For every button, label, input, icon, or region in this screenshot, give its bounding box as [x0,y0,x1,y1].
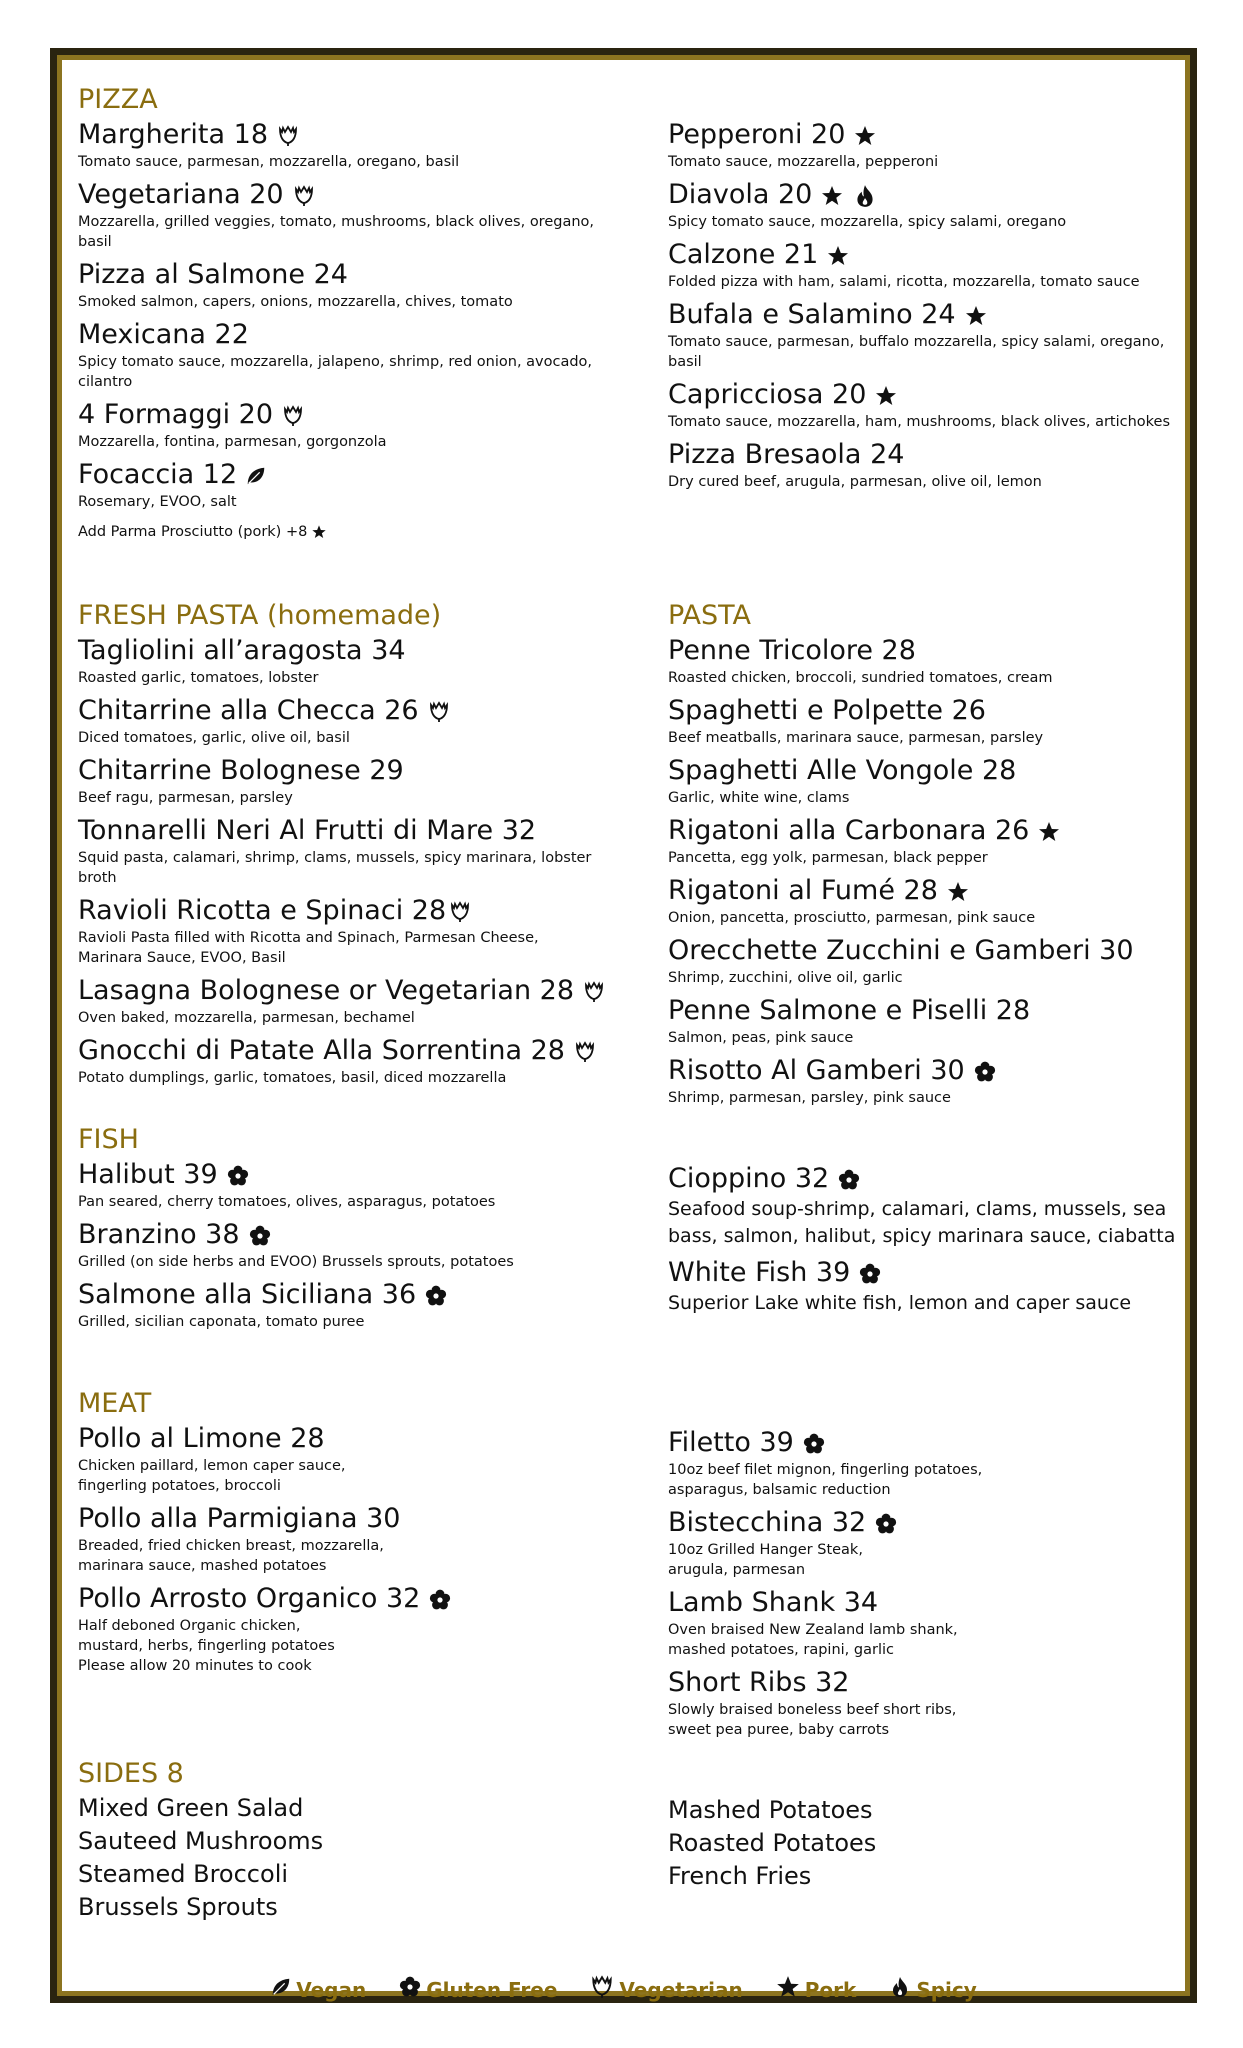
item-name: Salmone alla Siciliana 36 [78,1279,417,1310]
menu-item [668,634,1188,688]
item-description: Breaded, fried chicken breast, mozzarella, [78,1538,384,1554]
item-name: Risotto Al Gamberi 30 [668,1055,965,1086]
menu-item [668,298,1188,372]
item-description: Roasted chicken, broccoli, sundried tomatoes, cream [668,670,1053,686]
item-description: Potato dumplings, garlic, tomatoes, basil, diced mozzarella [78,1070,507,1086]
item-description: 10oz beef filet mignon, fingerling potatoes, [668,1462,983,1478]
item-description: Tomato sauce, mozzarella, pepperoni [668,154,939,170]
item-description: Mozzarella, grilled veggies, tomato, mushrooms, black olives, oregano, basil [78,214,595,250]
vegetarian-icon [276,124,300,148]
vegetarian-icon [573,1040,597,1064]
pork-star-icon [311,524,327,540]
menu-item [78,1502,598,1576]
item-description: Half deboned Organic chicken, [78,1618,301,1634]
sides-left-column [78,1758,598,1924]
item-name: Rigatoni al Fumé 28 [668,875,938,906]
menu-item [668,1054,1188,1108]
item-description: Rosemary, EVOO, salt [78,494,237,510]
menu-item [668,994,1188,1048]
item-description: asparagus, balsamic reduction [668,1482,891,1498]
menu-item [668,378,1188,432]
item-name: Filetto 39 [668,1427,794,1458]
item-description: Beef ragu, parmesan, parsley [78,790,293,806]
pork-star-icon [946,880,970,904]
item-name: Tagliolini all’aragosta 34 [78,635,406,666]
side-item: Steamed Broccoli [78,1860,289,1888]
legend-vegetarian [589,1972,742,2007]
vegetarian-icon [589,1974,615,2005]
item-name: Focaccia 12 [78,459,238,490]
item-description: Spicy tomato sauce, mozzarella, jalapeno, shrimp, red onion, avocado, cilantro [78,354,593,390]
legend-vegan [270,1972,366,2007]
section-title-sides: SIDES 8 [78,1758,184,1789]
item-name: Bufala e Salamino 24 [668,299,956,330]
fish-right-column [668,1162,1188,1323]
vegetarian-icon [582,980,606,1004]
side-item: Sauteed Mushrooms [78,1827,324,1855]
item-description: Tomato sauce, parmesan, mozzarella, oregano, basil [78,154,460,170]
menu-item [668,1256,1188,1317]
gluten-free-flower-icon [973,1060,997,1084]
item-name: Chitarrine alla Checca 26 [78,695,419,726]
vegan-leaf-icon [245,465,267,487]
item-name: Ravioli Ricotta e Spinaci 28 [78,895,447,926]
item-description: Tomato sauce, mozzarella, ham, mushrooms, black olives, artichokes [668,414,1171,430]
legend-label: Vegan [296,1977,367,2002]
menu-item [668,1162,1188,1250]
menu-item [78,974,598,1028]
prosciutto-addon-note: Add Parma Prosciutto (pork) +8 [78,522,598,542]
item-name: Lasagna Bolognese or Vegetarian 28 [78,975,575,1006]
gluten-free-flower-icon [248,1224,272,1248]
item-description: Oven baked, mozzarella, parmesan, bechamel [78,1010,415,1026]
item-description: Smoked salmon, capers, onions, mozzarella, chives, tomato [78,294,513,310]
menu-item [668,1426,1188,1500]
item-name: Short Ribs 32 [668,1667,850,1698]
item-description: Garlic, white wine, clams [668,790,850,806]
pizza-left-column [78,84,598,542]
gluten-free-flower-icon [802,1432,826,1456]
gluten-free-flower-icon [424,1284,448,1308]
item-name: Mexicana 22 [78,319,249,350]
legend-spicy [888,1972,976,2007]
menu-item [668,934,1188,988]
spicy-flame-icon [888,1972,912,2007]
gluten-free-flower-icon [226,1164,250,1188]
menu-item [78,118,598,172]
item-name: Margherita 18 [78,119,269,150]
item-name: Pizza al Salmone 24 [78,259,348,290]
side-item: Roasted Potatoes [668,1829,877,1857]
item-name: Halibut 39 [78,1159,218,1190]
item-name: Tonnarelli Neri Al Frutti di Mare 32 [78,815,537,846]
menu-item [668,874,1188,928]
legend-label: Pork [804,1977,857,2002]
item-name: Pizza Bresaola 24 [668,439,905,470]
item-description: Spicy tomato sauce, mozzarella, spicy salami, oregano [668,214,1067,230]
item-description: Squid pasta, calamari, shrimp, clams, mussels, spicy marinara, lobster broth [78,850,592,886]
sides-right-column [668,1794,1188,1893]
item-name: Vegetariana 20 [78,179,284,210]
gluten-free-flower-icon [837,1168,861,1192]
item-description: Diced tomatoes, garlic, olive oil, basil [78,730,350,746]
item-description: marinara sauce, mashed potatoes [78,1558,327,1574]
item-description: fingerling potatoes, broccoli [78,1478,281,1494]
meat-right-column [668,1426,1188,1746]
pork-star-icon [775,1974,801,2005]
side-item: Brussels Sprouts [78,1893,278,1921]
item-description: Mozzarella, fontina, parmesan, gorgonzola [78,434,387,450]
dietary-legend [62,1972,1185,2007]
menu-frame-border [57,55,1190,2002]
item-name: Calzone 21 [668,239,819,270]
item-name: Cioppino 32 [668,1163,830,1194]
menu-item [78,1034,598,1088]
item-name: Penne Tricolore 28 [668,635,916,666]
gluten-free-flower-icon [858,1262,882,1286]
item-description: Beef meatballs, marinara sauce, parmesan, parsley [668,730,1044,746]
side-item: Mixed Green Salad [78,1794,304,1822]
vegetarian-icon [427,700,451,724]
menu-item [78,458,598,512]
section-title-fresh-pasta: FRESH PASTA (homemade) [78,600,442,631]
item-name: Capricciosa 20 [668,379,867,410]
pasta-column [668,600,1188,1114]
legend-label: Spicy [916,1977,977,2002]
item-description: arugula, parmesan [668,1562,806,1578]
item-name: Penne Salmone e Piselli 28 [668,995,1031,1026]
item-description: Oven braised New Zealand lamb shank, [668,1622,958,1638]
item-description: mustard, herbs, fingerling potatoes [78,1638,335,1654]
gluten-free-flower-icon [874,1512,898,1536]
item-description: Ravioli Pasta filled with Ricotta and Spinach, Parmesan Cheese, Marinara Sauce, EVOO, Basil [78,930,539,966]
item-description: Dry cured beef, arugula, parmesan, olive oil, lemon [668,474,1042,490]
item-description: Shrimp, zucchini, olive oil, garlic [668,970,903,986]
menu-item [668,238,1188,292]
item-name: Pollo al Limone 28 [78,1423,325,1454]
menu-item [78,814,598,888]
item-name: Orecchette Zucchini e Gamberi 30 [668,935,1134,966]
menu-item [78,398,598,452]
item-description: mashed potatoes, rapini, garlic [668,1642,894,1658]
item-name: Pollo Arrosto Organico 32 [78,1583,421,1614]
fish-left-column [78,1124,598,1338]
meat-left-column [78,1388,598,1682]
pork-star-icon [1037,820,1061,844]
menu-item [668,438,1188,492]
item-description: Pancetta, egg yolk, parmesan, black pepper [668,850,988,866]
item-name: Spaghetti Alle Vongole 28 [668,755,1017,786]
menu-item [668,118,1188,172]
item-description: Pan seared, cherry tomatoes, olives, asparagus, potatoes [78,1194,496,1210]
vegetarian-icon [448,900,472,924]
item-description: Grilled (on side herbs and EVOO) Brussels sprouts, potatoes [78,1254,514,1270]
item-name: Spaghetti e Polpette 26 [668,695,986,726]
legend-gluten-free [398,1972,557,2007]
menu-item [78,318,598,392]
item-name: Gnocchi di Patate Alla Sorrentina 28 [78,1035,565,1066]
item-name: Chitarrine Bolognese 29 [78,755,404,786]
item-name: Rigatoni alla Carbonara 26 [668,815,1030,846]
menu-page [62,60,1185,2002]
gluten-free-flower-icon [428,1588,452,1612]
item-name: Pepperoni 20 [668,119,846,150]
item-description: Onion, pancetta, prosciutto, parmesan, pink sauce [668,910,1036,926]
item-description: Folded pizza with ham, salami, ricotta, mozzarella, tomato sauce [668,274,1140,290]
side-item: French Fries [668,1862,812,1890]
pork-star-icon [874,384,898,408]
menu-item [78,694,598,748]
legend-pork [775,1972,857,2007]
menu-item [78,1158,598,1212]
item-description: Grilled, sicilian caponata, tomato puree [78,1314,365,1330]
menu-frame [50,48,1197,2003]
menu-item [78,1582,598,1676]
menu-item [78,1218,598,1272]
menu-item [668,814,1188,868]
item-description: Roasted garlic, tomatoes, lobster [78,670,319,686]
item-description: sweet pea puree, baby carrots [668,1722,890,1738]
item-name: 4 Formaggi 20 [78,399,274,430]
menu-item [78,1278,598,1332]
item-name: Diavola 20 [668,179,813,210]
section-title-pizza: PIZZA [78,84,158,115]
section-title-fish: FISH [78,1124,139,1155]
section-title-pasta: PASTA [668,600,752,631]
side-item: Mashed Potatoes [668,1796,873,1824]
menu-item [668,694,1188,748]
item-name: White Fish 39 [668,1257,851,1288]
item-description: Seafood soup-shrimp, calamari, clams, mussels, sea bass, salmon, halibut, spicy marinara sauce, ciabatta [668,1198,1176,1247]
spicy-flame-icon [852,182,878,210]
item-description: 10oz Grilled Hanger Steak, [668,1542,863,1558]
pork-star-icon [853,124,877,148]
menu-item [78,754,598,808]
item-description: Chicken paillard, lemon caper sauce, [78,1458,346,1474]
item-name: Pollo alla Parmigiana 30 [78,1503,401,1534]
menu-item [668,1506,1188,1580]
legend-label: Vegetarian [619,1977,743,2002]
item-description: Shrimp, parmesan, parsley, pink sauce [668,1090,951,1106]
vegan-leaf-icon [270,1976,292,2003]
item-description: Superior Lake white fish, lemon and caper sauce [668,1292,1132,1314]
item-description: Please allow 20 minutes to cook [78,1658,312,1674]
pork-star-icon [964,304,988,328]
legend-label: Gluten Free [426,1977,558,2002]
menu-item [78,178,598,252]
pork-star-icon [826,244,850,268]
item-description: Tomato sauce, parmesan, buffalo mozzarella, spicy salami, oregano, basil [668,334,1165,370]
menu-item [668,1666,1188,1740]
pizza-right-column [668,118,1188,498]
pork-star-icon [820,184,844,208]
item-description: Salmon, peas, pink sauce [668,1030,854,1046]
fresh-pasta-column [78,600,598,1094]
menu-item [668,178,1188,232]
item-name: Bistecchina 32 [668,1507,867,1538]
vegetarian-icon [281,404,305,428]
menu-item [78,1422,598,1496]
menu-item [668,754,1188,808]
menu-item [78,258,598,312]
section-title-meat: MEAT [78,1388,152,1419]
menu-item [78,634,598,688]
vegetarian-icon [292,184,316,208]
gluten-free-flower-icon [398,1975,422,2004]
menu-item [78,894,598,968]
menu-item [668,1586,1188,1660]
item-name: Lamb Shank 34 [668,1587,879,1618]
item-name: Branzino 38 [78,1219,240,1250]
item-description: Slowly braised boneless beef short ribs, [668,1702,957,1718]
